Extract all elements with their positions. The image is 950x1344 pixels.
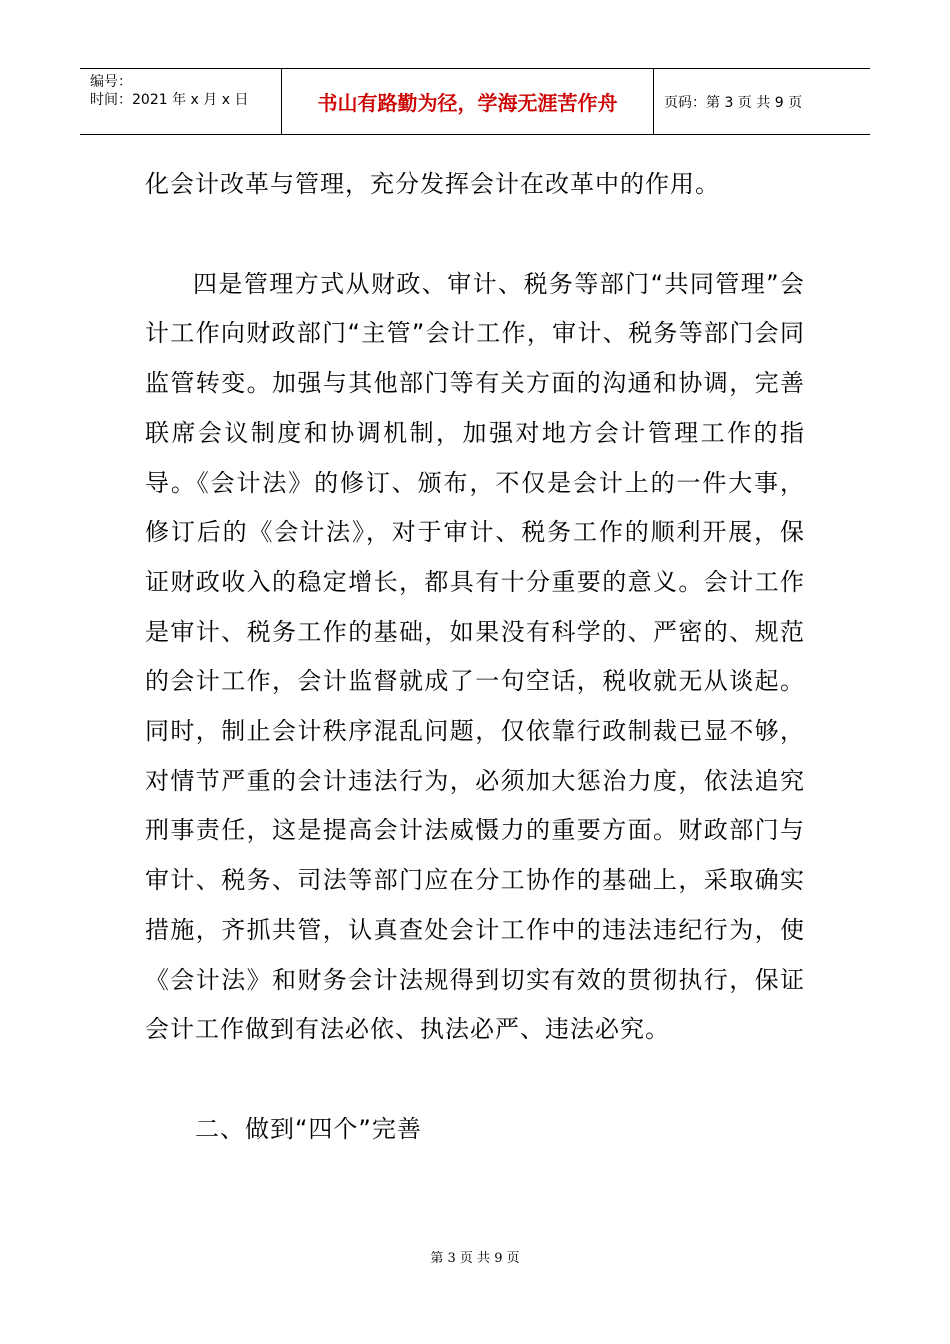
document-header <box>80 68 870 135</box>
section-heading: 二、做到“四个”完善 <box>195 1114 422 1143</box>
header-meta-cell <box>80 69 282 134</box>
paragraph-management-mode: 四是管理方式从财政、审计、税务等部门“共同管理”会计工作向财政部门“主管”会计工作，审计、税务等部门会同监管转变。加强与其他部门等有关方面的沟通和协调，完善联席会议制度和协调机制，加强对地方会计管理工作的指导。《会计法》的修订、颁布，不仅是会计上的一件大事，修订后的《会计法》，对于审计、税务工作的顺利开展，保证财政收入的稳定增长，都具有十分重要的意义。会计工作是审计、税务工作的基础，如果没有科学的、严密的、规范的会计工作，会计监督就成了一句空话，税收就无从谈起。同时，制止会计秩序混乱问题，仅依靠行政制裁已显不够，对情节严重的会计违法行为，必须加大惩治力度，依法追究刑事责任，这是提高会计法威慑力的重要方面。财政部门与审计、税务、司法等部门应在分工协作的基础上，采取确实措施，齐抓共管，认真查处会计工作中的违法违纪行为，使《会计法》和财务会计法规得到切实有效的贯彻执行，保证会计工作做到有法必依、执法必严、违法必究。 <box>145 269 805 1044</box>
paragraph-gap <box>145 210 805 260</box>
doc-number-label: 编号： <box>90 74 132 90</box>
slogan: 书山有路勤为径，学海无涯苦作舟 <box>317 91 618 115</box>
header-slogan-cell <box>282 69 654 134</box>
header-page-cell <box>654 69 870 134</box>
paragraph-gap <box>145 1055 805 1105</box>
page-code: 页码：第 3 页 共 9 页 <box>664 94 803 111</box>
date-line: 时间：2021 年 x 月 x 日 <box>90 92 249 108</box>
paragraph-continuation: 化会计改革与管理，充分发挥会计在改革中的作用。 <box>145 170 720 198</box>
page-footer <box>0 1247 950 1266</box>
footer-page-label: 第 3 页 共 9 页 <box>430 1251 520 1266</box>
document-body <box>145 160 805 1155</box>
